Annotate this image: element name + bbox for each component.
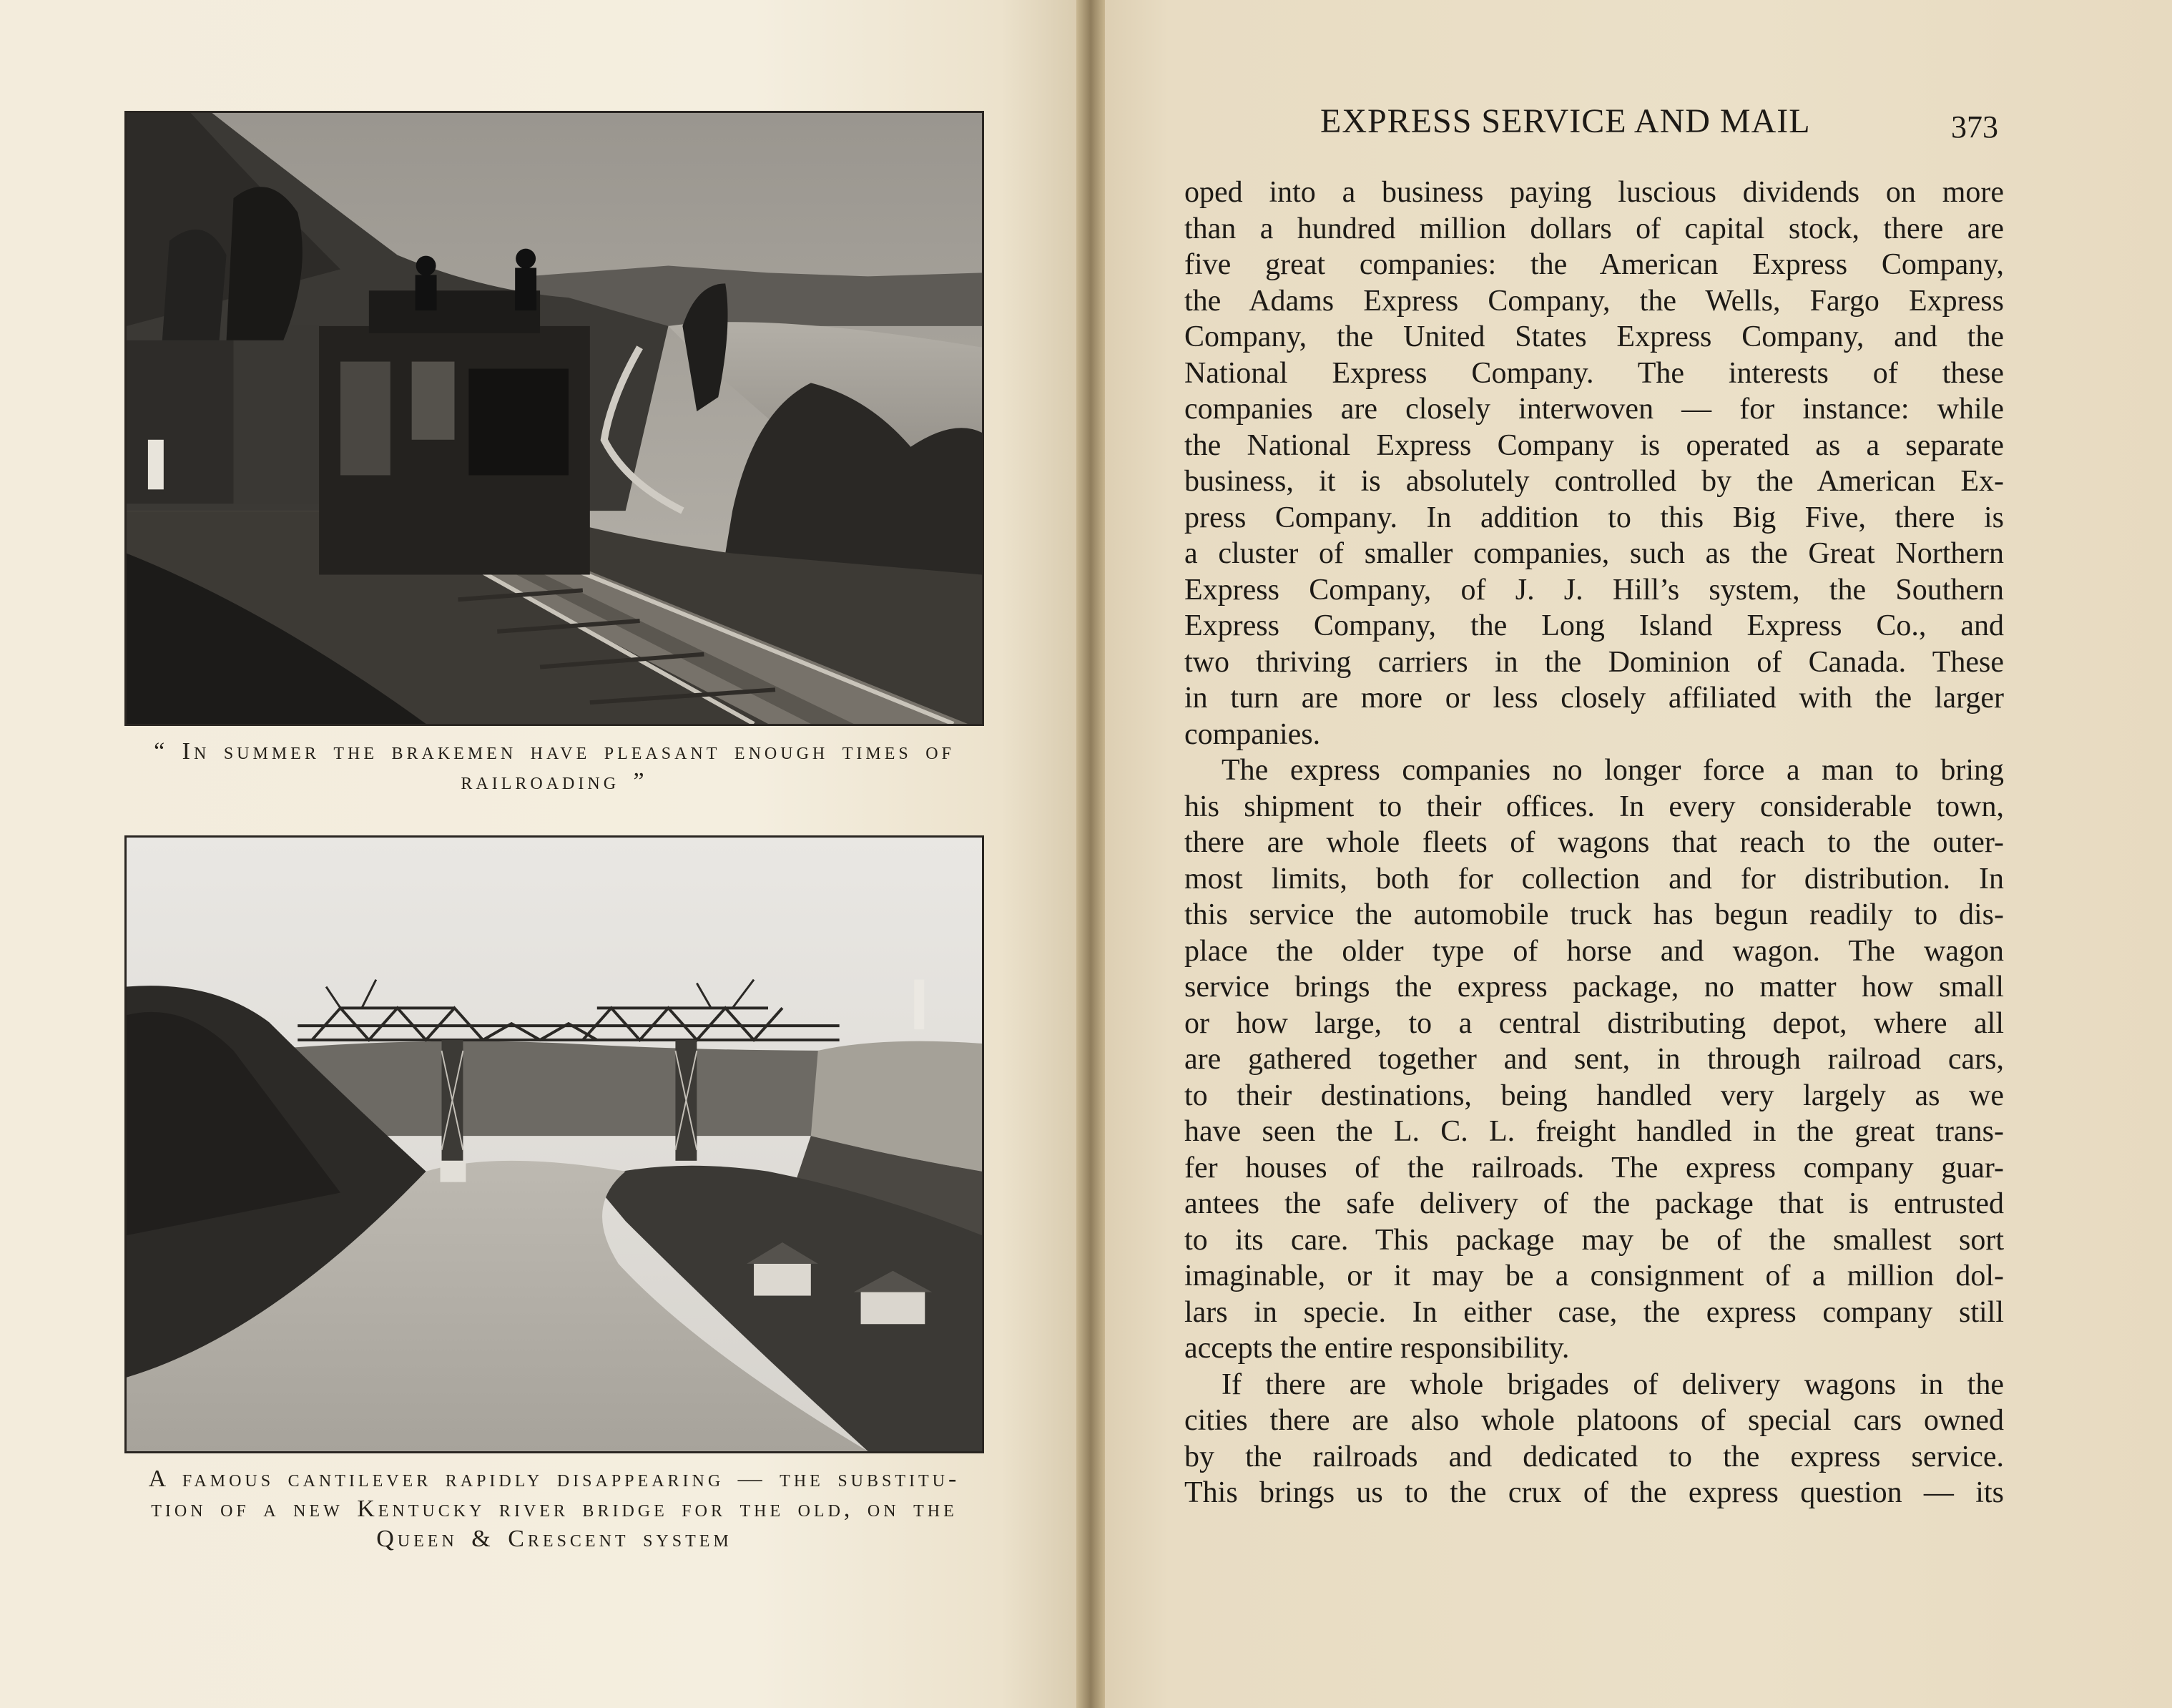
text-line: companies. bbox=[1184, 717, 1321, 751]
text-line: this service the automobile truck has begun readily to dis- bbox=[1184, 898, 2004, 931]
photo-caption-top bbox=[114, 737, 994, 797]
text-line: antees the safe delivery of the package that is entrusted bbox=[1184, 1187, 2004, 1220]
text-line: oped into a business paying luscious dividends on more bbox=[1184, 176, 2004, 209]
text-line: press Company. In addition to this Big Five, there is bbox=[1184, 501, 2004, 534]
caption-line: tion of a new Kentucky river bridge for the old, on the bbox=[151, 1496, 958, 1522]
text-line: to their destinations, being handled very largely as we bbox=[1184, 1079, 2004, 1112]
text-line: Express Company, of J. J. Hill’s system, the Southern bbox=[1184, 573, 2004, 607]
text-line: Express Company, the Long Island Express Co., and bbox=[1184, 609, 2004, 642]
text-line: This brings us to the crux of the express question — its bbox=[1184, 1476, 2004, 1509]
page-number: 373 bbox=[1951, 109, 1998, 144]
left-page bbox=[0, 0, 1076, 1708]
text-line: If there are whole brigades of delivery wagons in the bbox=[1222, 1368, 2004, 1401]
book-gutter bbox=[1076, 0, 1105, 1708]
text-line: a cluster of smaller companies, such as the Great Northern bbox=[1184, 537, 2004, 570]
text-line: cities there are also whole platoons of special cars owned bbox=[1184, 1404, 2004, 1437]
bridge-photo-image bbox=[127, 838, 982, 1451]
text-line: have seen the L. C. L. freight handled in the great trans- bbox=[1184, 1115, 2004, 1148]
train-photo-image bbox=[127, 113, 982, 724]
body-text bbox=[1184, 175, 2004, 1511]
text-line: accepts the entire responsibility. bbox=[1184, 1332, 1570, 1365]
running-head: EXPRESS SERVICE AND MAIL bbox=[1320, 102, 1811, 140]
text-line: The express companies no longer force a man to bring bbox=[1222, 754, 2004, 787]
text-line: fer houses of the railroads. The express company guar- bbox=[1184, 1151, 2004, 1184]
text-line: are gathered together and sent, in through railroad cars, bbox=[1184, 1043, 2004, 1076]
text-line: by the railroads and dedicated to the express service. bbox=[1184, 1440, 2004, 1473]
text-line: five great companies: the American Express Company, bbox=[1184, 248, 2004, 281]
text-line: in turn are more or less closely affiliated with the larger bbox=[1184, 682, 2004, 715]
text-line: National Express Company. The interests of these bbox=[1184, 356, 2004, 390]
text-line: than a hundred million dollars of capital stock, there are bbox=[1184, 212, 2004, 245]
photo-caption-bottom bbox=[114, 1464, 994, 1554]
text-line: to its care. This package may be of the smallest sort bbox=[1184, 1223, 2004, 1257]
caption-line: A famous cantilever rapidly disappearing — the substitu- bbox=[148, 1466, 960, 1492]
text-line: there are whole fleets of wagons that reach to the outer- bbox=[1184, 826, 2004, 859]
text-line: business, it is absolutely controlled by the American Ex- bbox=[1184, 465, 2004, 498]
text-line: most limits, both for collection and for distribution. In bbox=[1184, 862, 2004, 895]
text-line: the Adams Express Company, the Wells, Fargo Express bbox=[1184, 284, 2004, 318]
photograph-train-caboose bbox=[124, 111, 984, 726]
text-line: place the older type of horse and wagon. The wagon bbox=[1184, 934, 2004, 968]
caption-line: “ In summer the brakemen have pleasant enough times of bbox=[154, 738, 955, 765]
text-line: the National Express Company is operated as a separate bbox=[1184, 428, 2004, 462]
text-line: two thriving carriers in the Dominion of Canada. These bbox=[1184, 645, 2004, 679]
caption-line: railroading ” bbox=[461, 768, 648, 795]
text-line: service brings the express package, no matter how small bbox=[1184, 971, 2004, 1003]
text-line: lars in specie. In either case, the express company still bbox=[1184, 1295, 2004, 1329]
text-line: his shipment to their offices. In every considerable town, bbox=[1184, 790, 2004, 823]
text-line: imaginable, or it may be a consignment of a million dol- bbox=[1184, 1260, 2004, 1292]
photograph-river-bridge bbox=[124, 835, 984, 1453]
text-line: Company, the United States Express Company, and the bbox=[1184, 320, 2004, 353]
text-line: or how large, to a central distributing depot, where all bbox=[1184, 1006, 2004, 1040]
text-line: companies are closely interwoven — for instance: while bbox=[1184, 393, 2004, 426]
caption-line: Queen & Crescent system bbox=[376, 1526, 732, 1552]
